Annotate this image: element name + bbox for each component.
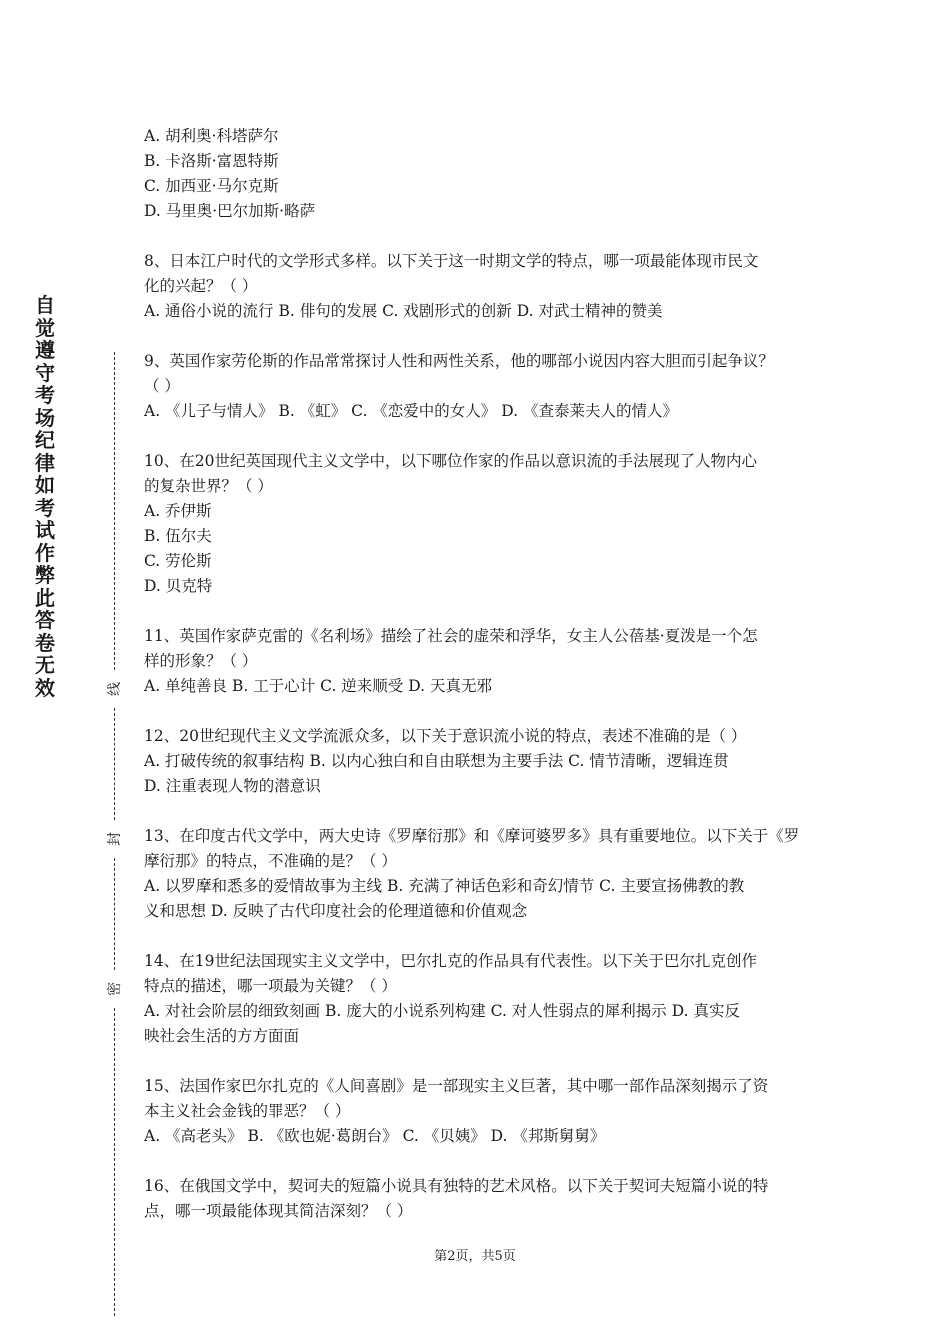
- question-text-line: 摩衍那》的特点，不准确的是？（ ）: [144, 852, 397, 870]
- question-text-line: 9、英国作家劳伦斯的作品常常探讨人性和两性关系，他的哪部小说因内容大胆而引起争议？: [144, 352, 774, 370]
- question-text-line: 特点的描述，哪一项最为关键？（ ）: [144, 977, 397, 995]
- warning-char: 此: [35, 585, 55, 610]
- page-number: 第2页，共5页: [434, 1249, 516, 1264]
- question-text-line: B. 卡洛斯·富恩特斯: [144, 152, 279, 170]
- binding-dashed-line: [114, 1008, 115, 1316]
- warning-char: 无: [35, 653, 55, 677]
- binding-dashed-line: [114, 708, 115, 820]
- question-text-line: D. 贝克特: [144, 577, 213, 595]
- question-text-line: A. 以罗摩和悉多的爱情故事为主线 B. 充满了神话色彩和奇幻情节 C. 主要宣扬佛教的教: [144, 877, 745, 895]
- warning-char: 律: [35, 450, 55, 475]
- binding-dashed-line: [114, 352, 115, 670]
- question-text-line: 义和思想 D. 反映了古代印度社会的伦理道德和价值观念: [144, 902, 528, 920]
- blank-spacer: [144, 1149, 824, 1174]
- question-text-line: （ ）: [144, 377, 180, 395]
- question-text-line: A. 《高老头》 B. 《欧也妮·葛朗台》 C. 《贝姨》 D. 《邦斯舅舅》: [144, 1127, 606, 1145]
- warning-char: 弊: [35, 563, 55, 587]
- question-text-line: 13、在印度古代文学中，两大史诗《罗摩衍那》和《摩诃婆罗多》具有重要地位。以下关于《罗: [144, 827, 800, 845]
- question-text-line: 12、20世纪现代主义文学流派众多，以下关于意识流小说的特点，表述不准确的是（ ）: [144, 727, 747, 745]
- warning-char: 如: [35, 473, 55, 497]
- question-text-line: A. 打破传统的叙事结构 B. 以内心独白和自由联想为主要手法 C. 情节清晰，逻辑连贯: [144, 752, 729, 770]
- blank-spacer: [144, 424, 824, 449]
- blank-spacer: [144, 799, 824, 824]
- question-text-line: 11、英国作家萨克雷的《名利场》描绘了社会的虚荣和浮华，女主人公蓓基·夏泼是一个怎: [144, 627, 758, 645]
- warning-char: 答: [35, 608, 55, 632]
- question-text-line: D. 注重表现人物的潜意识: [144, 777, 321, 795]
- question-text-line: 本主义社会金钱的罪恶？（ ）: [144, 1102, 351, 1120]
- question-text-line: A. 单纯善良 B. 工于心计 C. 逆来顺受 D. 天真无邪: [144, 677, 492, 695]
- question-text-line: 10、在20世纪英国现代主义文学中，以下哪位作家的作品以意识流的手法展现了人物内心: [144, 452, 757, 470]
- question-text-line: A. 乔伊斯: [144, 502, 212, 520]
- question-text-line: A. 对社会阶层的细致刻画 B. 庞大的小说系列构建 C. 对人性弱点的犀利揭示 D. 真实反: [144, 1002, 740, 1020]
- blank-spacer: [144, 599, 824, 624]
- question-text-line: 16、在俄国文学中，契诃夫的短篇小说具有独特的艺术风格。以下关于契诃夫短篇小说的特: [144, 1177, 769, 1195]
- binding-label-seal: 封: [107, 832, 123, 846]
- binding-dashed-line: [114, 858, 115, 970]
- exam-questions: [144, 124, 824, 1224]
- warning-char: 纪: [35, 428, 55, 452]
- binding-label-line: 线: [107, 682, 123, 696]
- question-text-line: B. 伍尔夫: [144, 527, 212, 545]
- question-text-line: 样的形象？（ ）: [144, 652, 258, 670]
- blank-spacer: [144, 699, 824, 724]
- blank-spacer: [144, 1049, 824, 1074]
- exam-warning-vertical: [30, 294, 60, 699]
- blank-spacer: [144, 224, 824, 249]
- question-text-line: D. 马里奥·巴尔加斯·略萨: [144, 202, 316, 220]
- warning-char: 觉: [35, 315, 55, 340]
- warning-char: 遵: [35, 338, 55, 362]
- question-text-line: 的复杂世界？（ ）: [144, 477, 273, 495]
- blank-spacer: [144, 924, 824, 949]
- warning-char: 作: [35, 540, 55, 565]
- blank-spacer: [144, 324, 824, 349]
- warning-char: 试: [35, 518, 55, 542]
- warning-char: 考: [35, 495, 55, 520]
- warning-char: 守: [35, 360, 55, 385]
- binding-label-secret: 密: [107, 982, 123, 996]
- question-text-line: 映社会生活的方方面面: [144, 1027, 300, 1045]
- warning-char: 自: [35, 293, 55, 317]
- question-text-line: C. 劳伦斯: [144, 552, 212, 570]
- question-text-line: 15、法国作家巴尔扎克的《人间喜剧》是一部现实主义巨著，其中哪一部作品深刻揭示了资: [144, 1077, 769, 1095]
- question-text-line: A. 胡利奥·科塔萨尔: [144, 127, 279, 145]
- question-text-line: 14、在19世纪法国现实主义文学中，巴尔扎克的作品具有代表性。以下关于巴尔扎克创作: [144, 952, 757, 970]
- question-text-line: 8、日本江户时代的文学形式多样。以下关于这一时期文学的特点，哪一项最能体现市民文: [144, 252, 759, 270]
- warning-char: 卷: [35, 630, 55, 655]
- warning-char: 场: [35, 405, 55, 430]
- question-text-line: A. 通俗小说的流行 B. 俳句的发展 C. 戏剧形式的创新 D. 对武士精神的赞美: [144, 302, 663, 320]
- question-text-line: 点，哪一项最能体现其简洁深刻？（ ）: [144, 1202, 413, 1220]
- warning-char: 考: [35, 383, 55, 407]
- question-text-line: C. 加西亚·马尔克斯: [144, 177, 279, 195]
- warning-char: 效: [35, 675, 55, 700]
- question-text-line: A. 《儿子与情人》 B. 《虹》 C. 《恋爱中的女人》 D. 《查泰莱夫人的情人》: [144, 402, 678, 420]
- question-text-line: 化的兴起？（ ）: [144, 277, 258, 295]
